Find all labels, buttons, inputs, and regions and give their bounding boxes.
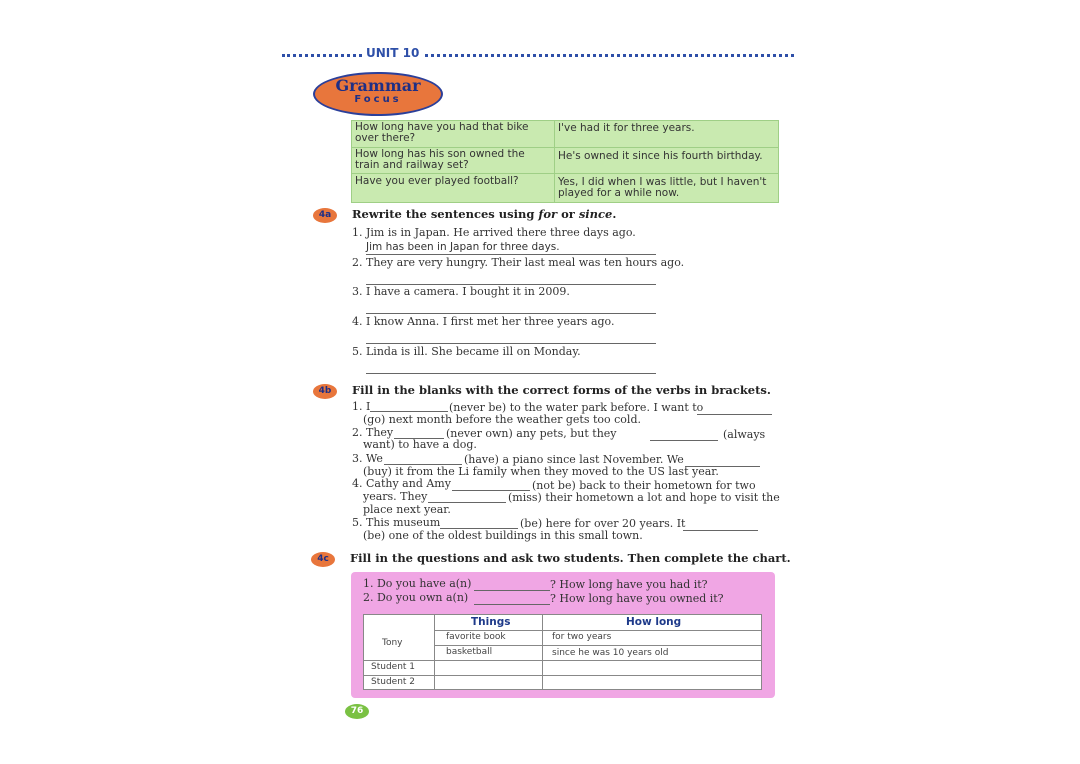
exercise-item: 5. Linda is ill. She became ill on Monday. xyxy=(352,345,581,358)
grammar-answer: I've had it for three years. xyxy=(558,122,695,134)
exercise-text: (go) next month before the weather gets too cold. xyxy=(363,413,641,426)
student-label: Student 2 xyxy=(371,677,416,687)
grammar-answer: He's owned it since his fourth birthday. xyxy=(558,150,763,162)
table-row xyxy=(352,148,778,174)
exercise-text: (miss) their hometown a lot and hope to visit the xyxy=(508,491,780,504)
person-name: Tony xyxy=(382,638,403,648)
chart-cell: since he was 10 years old xyxy=(552,648,669,658)
example-answer: Jim has been in Japan for three days. xyxy=(366,241,560,253)
student-label: Student 1 xyxy=(371,662,416,672)
exercise-4b-badge: 4b xyxy=(313,384,337,399)
table-row xyxy=(352,121,778,148)
exercise-text: (never be) to the water park before. I want to xyxy=(449,401,704,414)
exercise-4a-title: Rewrite the sentences using for or since. xyxy=(352,207,617,221)
exercise-text: years. They xyxy=(363,490,428,503)
question-text: 2. Do you own a(n) xyxy=(363,591,469,604)
exercise-text: 4. Cathy and Amy xyxy=(352,477,451,490)
exercise-text: (never own) any pets, but they xyxy=(446,427,617,440)
exercise-text: want) to have a dog. xyxy=(363,438,477,451)
answer-blank[interactable] xyxy=(697,414,772,415)
exercise-4b-title: Fill in the blanks with the correct forms of the verbs in brackets. xyxy=(352,383,771,397)
chart-cell: basketball xyxy=(446,647,493,657)
answer-blank[interactable] xyxy=(650,440,718,441)
chart-cell: favorite book xyxy=(446,632,506,642)
grammar-table xyxy=(351,120,779,203)
exercise-item: 3. I have a camera. I bought it in 2009. xyxy=(352,285,570,298)
chart-cell: for two years xyxy=(552,632,612,642)
answer-line[interactable] xyxy=(366,313,656,314)
col-header-how-long: How long xyxy=(626,616,682,628)
answer-blank[interactable] xyxy=(683,530,758,531)
grammar-question: How long has his son owned the train and railway set? xyxy=(355,148,525,171)
chart-divider xyxy=(364,675,761,676)
answer-blank[interactable] xyxy=(474,604,550,605)
grammar-answer: Yes, I did when I was little, but I haven't played for a while now. xyxy=(558,176,767,199)
exercise-item: 2. They are very hungry. Their last meal was ten hours ago. xyxy=(352,256,685,269)
exercise-text: (be) here for over 20 years. It xyxy=(520,517,686,530)
grammar-question: Have you ever played football? xyxy=(355,175,519,187)
exercise-item: 4. I know Anna. I first met her three years ago. xyxy=(352,315,615,328)
survey-chart xyxy=(363,614,762,690)
exercise-text: (be) one of the oldest buildings in this small town. xyxy=(363,529,643,542)
unit-header xyxy=(282,48,797,62)
exercise-text: place next year. xyxy=(363,503,451,516)
question-text: 1. Do you have a(n) xyxy=(363,577,472,590)
grammar-question: How long have you had that bike over there? xyxy=(355,121,529,144)
chart-divider xyxy=(364,660,761,661)
exercise-text: 2. They xyxy=(352,426,394,439)
exercise-4c-badge: 4c xyxy=(311,552,335,567)
exercise-text: (have) a piano since last November. We xyxy=(464,453,684,466)
chart-divider xyxy=(434,615,435,689)
exercise-item: 1. Jim is in Japan. He arrived there three days ago. xyxy=(352,226,636,239)
answer-blank[interactable] xyxy=(370,411,448,412)
focus-subtitle: Focus xyxy=(354,94,402,105)
chart-divider xyxy=(542,615,543,689)
grammar-title: Grammar xyxy=(335,76,421,95)
exercise-text: 3. We xyxy=(352,452,383,465)
chart-divider xyxy=(434,645,761,646)
answer-line[interactable] xyxy=(366,254,656,255)
exercise-text: 5. This museum xyxy=(352,516,441,529)
question-text: ? How long have you owned it? xyxy=(550,592,724,605)
exercise-text: (buy) it from the Li family when they moved to the US last year. xyxy=(363,465,719,478)
col-header-things: Things xyxy=(471,616,511,628)
exercise-4a-badge: 4a xyxy=(313,208,337,223)
exercise-text: (always xyxy=(723,428,766,441)
exercise-text: 1. I xyxy=(352,400,371,413)
dotted-rule xyxy=(282,54,794,57)
unit-label: UNIT 10 xyxy=(362,46,423,60)
question-text: ? How long have you had it? xyxy=(550,578,708,591)
chart-divider xyxy=(434,630,761,631)
table-row xyxy=(352,174,778,203)
page-number: 76 xyxy=(345,704,369,719)
answer-line[interactable] xyxy=(366,343,656,344)
answer-blank[interactable] xyxy=(474,590,550,591)
exercise-4c-title: Fill in the questions and ask two students. Then complete the chart. xyxy=(350,551,791,565)
grammar-focus-badge xyxy=(313,72,443,116)
answer-line[interactable] xyxy=(366,373,656,374)
exercise-text: (not be) back to their hometown for two xyxy=(532,479,756,492)
